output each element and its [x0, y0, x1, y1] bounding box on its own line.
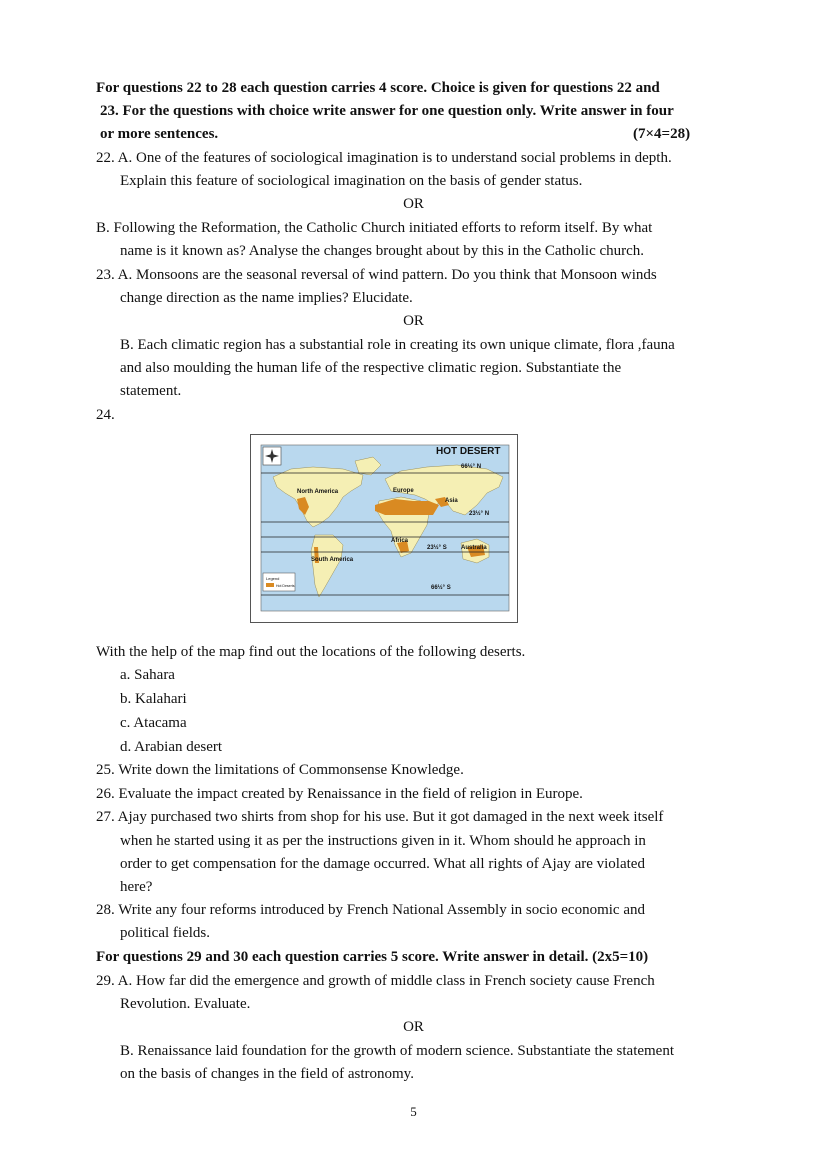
world-map-svg — [251, 435, 517, 622]
q27-line1: 27. Ajay purchased two shirts from shop for his use. But it got damaged in the next week itself — [96, 809, 664, 825]
q22-a-line1: 22. A. One of the features of sociological imagination is to understand social problems in depth. — [96, 150, 672, 166]
lat-66n-label: 66½° N — [461, 464, 482, 470]
q22-b-line1: B. Following the Reformation, the Catholic Church initiated efforts to reform itself. By what — [96, 220, 653, 236]
section1-score: (7×4=28) — [633, 126, 691, 142]
q27-line4: here? — [120, 879, 153, 895]
lat-23s-label: 23½° S — [427, 545, 447, 551]
section1-line1: For questions 22 to 28 each question carries 4 score. Choice is given for questions 22 and — [96, 80, 660, 96]
map-title: HOT DESERT — [436, 446, 501, 457]
label-africa: Africa — [391, 538, 409, 544]
label-south-america: South America — [311, 557, 354, 563]
q23-b-line1: B. Each climatic region has a substantial role in creating its own unique climate, flora ,fauna — [120, 337, 675, 353]
section1-line2: 23. For the questions with choice write answer for one question only. Write answer in four — [100, 103, 674, 119]
label-asia: Asia — [445, 498, 458, 504]
page-number: 5 — [410, 1104, 417, 1119]
q28-line2: political fields. — [120, 925, 210, 941]
legend-title: Legend — [266, 576, 280, 581]
q23-a-line2: change direction as the name implies? Elucidate. — [120, 290, 413, 306]
legend-swatch — [266, 583, 274, 587]
q23-b-line2: and also moulding the human life of the respective climatic region. Substantiate the — [120, 360, 622, 376]
q24-option-b: b. Kalahari — [120, 691, 187, 707]
q29-a-line1: 29. A. How far did the emergence and growth of middle class in French society cause French — [96, 973, 655, 989]
lat-66s-label: 66½° S — [431, 585, 451, 591]
label-australia: Australia — [461, 545, 487, 551]
q23-a-line1: 23. A. Monsoons are the seasonal reversal of wind pattern. Do you think that Monsoon winds — [96, 267, 657, 283]
q24-prompt: With the help of the map find out the locations of the following deserts. — [96, 644, 526, 660]
section1-line3: or more sentences. — [100, 126, 219, 142]
q24-option-a: a. Sahara — [120, 667, 175, 683]
q24-option-d: d. Arabian desert — [120, 739, 223, 755]
q23-b-line3: statement. — [120, 383, 182, 399]
q26-text: 26. Evaluate the impact created by Renaissance in the field of religion in Europe. — [96, 786, 583, 802]
q23-or: OR — [403, 313, 424, 329]
legend-item: Hot Deserts — [276, 584, 295, 588]
q28-line1: 28. Write any four reforms introduced by French National Assembly in socio economic and — [96, 902, 645, 918]
q24-option-c: c. Atacama — [120, 715, 187, 731]
q24-number: 24. — [96, 407, 115, 423]
q27-line2: when he started using it as per the instructions given in it. Whom should he approach in — [120, 833, 646, 849]
q22-or: OR — [403, 196, 424, 212]
lat-23n-label: 23½° N — [469, 511, 490, 517]
hot-desert-map — [250, 434, 518, 623]
section2-heading: For questions 29 and 30 each question carries 5 score. Write answer in detail. (2x5=10) — [96, 949, 649, 965]
q29-b-line1: B. Renaissance laid foundation for the growth of modern science. Substantiate the statement — [120, 1043, 675, 1059]
q22-a-line2: Explain this feature of sociological imagination on the basis of gender status. — [120, 173, 583, 189]
q22-b-line2: name is it known as? Analyse the changes brought about by this in the Catholic church. — [120, 243, 645, 259]
q25-text: 25. Write down the limitations of Commonsense Knowledge. — [96, 762, 464, 778]
q29-a-line2: Revolution. Evaluate. — [120, 996, 251, 1012]
q27-line3: order to get compensation for the damage occurred. What all rights of Ajay are violated — [120, 856, 645, 872]
q29-or: OR — [403, 1019, 424, 1035]
label-north-america: North America — [297, 489, 339, 495]
q29-b-line2: on the basis of changes in the field of astronomy. — [120, 1066, 414, 1082]
label-europe: Europe — [393, 488, 414, 494]
